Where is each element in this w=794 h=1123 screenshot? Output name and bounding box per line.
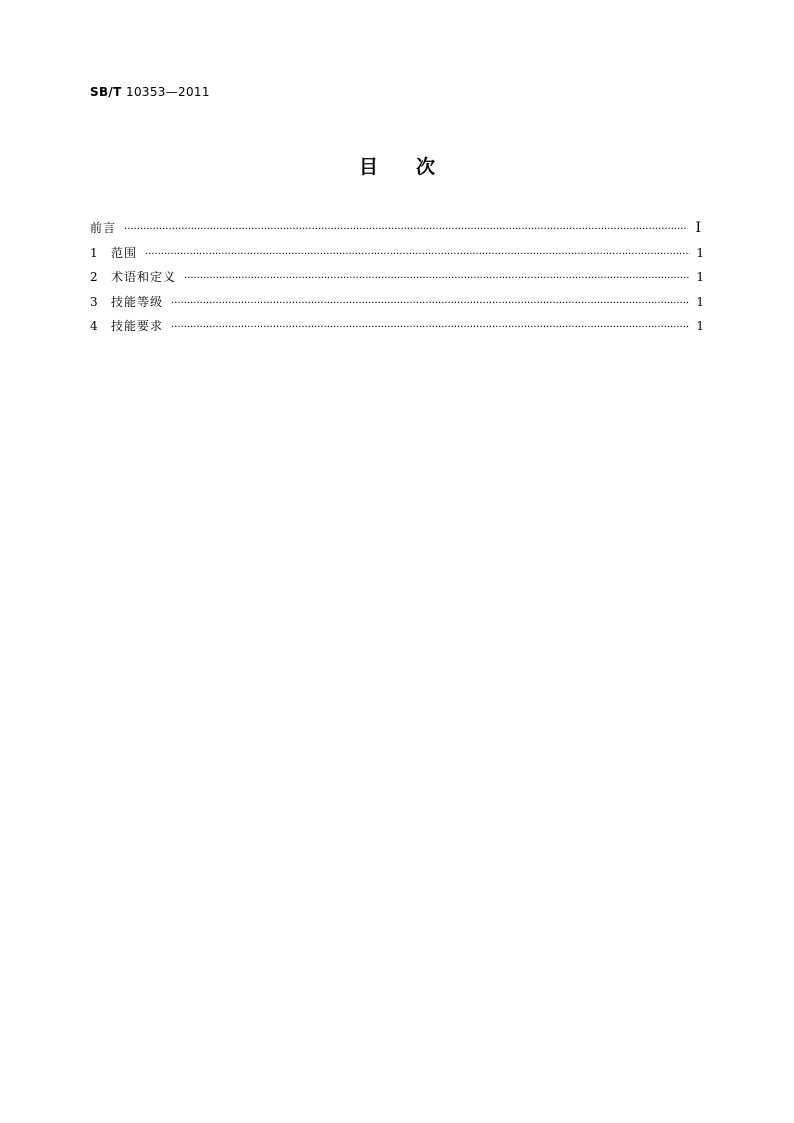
toc-entry-terms[interactable]	[90, 265, 704, 290]
toc-leader-dots	[171, 292, 690, 317]
toc-entry-page: 1	[696, 294, 704, 309]
toc-leader-dots	[171, 316, 690, 341]
toc-entry-label: 术语和定义	[111, 270, 177, 284]
standard-number: 10353—2011	[126, 85, 210, 99]
toc-entry-number: 4	[90, 319, 98, 333]
toc-entry-skill-levels[interactable]	[90, 290, 704, 315]
toc-title: 目 次	[358, 156, 435, 178]
toc-entry-scope[interactable]	[90, 241, 704, 266]
toc-entry-skill-requirements[interactable]	[90, 314, 704, 339]
toc-entry-page: 1	[696, 270, 704, 284]
toc-entry-number: 3	[90, 294, 98, 309]
toc-entry-label: 技能等级	[111, 294, 164, 309]
table-of-contents	[90, 216, 704, 339]
toc-entry-label: 前言	[90, 221, 117, 235]
toc-entry-number: 1	[90, 245, 98, 260]
toc-entry-foreword[interactable]	[90, 216, 704, 241]
toc-entry-page: I	[695, 220, 701, 236]
standard-code	[90, 85, 210, 99]
toc-leader-dots	[124, 218, 687, 243]
toc-leader-dots	[145, 243, 690, 268]
toc-entry-number: 2	[90, 270, 98, 284]
toc-entry-label: 技能要求	[111, 319, 164, 333]
standard-prefix: SB/T	[90, 85, 122, 99]
toc-leader-dots	[184, 267, 690, 292]
toc-entry-label: 范围	[111, 245, 138, 260]
toc-entry-page: 1	[696, 245, 704, 260]
toc-entry-page: 1	[696, 319, 704, 333]
